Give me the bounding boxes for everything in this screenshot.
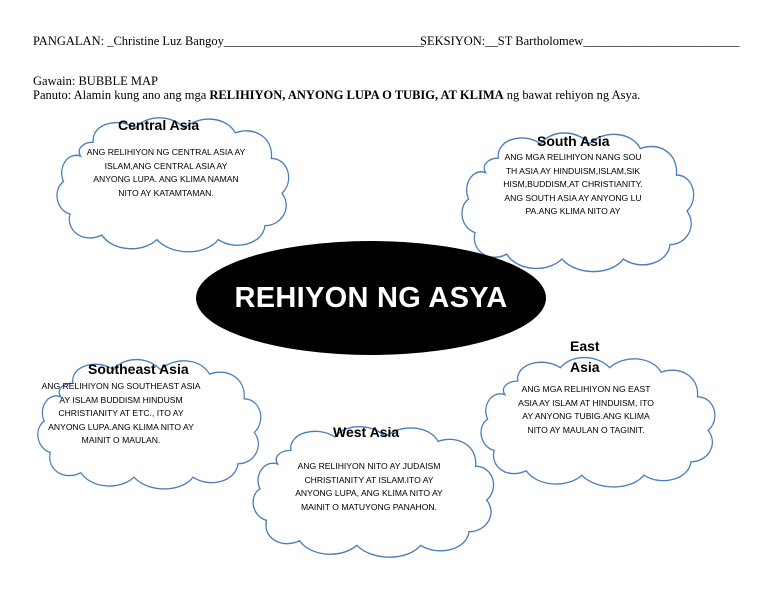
task-label: Gawain: BUBBLE MAP xyxy=(33,74,158,88)
instructions-suffix: ng bawat rehiyon ng Asya. xyxy=(503,88,641,102)
south-asia-text: ANG MGA RELIHIYON NANG SOUTH ASIA AY HINDUISM,ISLAM,SIKHISM,BUDDISM,AT CHRISTIANITY.ANG SOUTH ASIA AY ANYONG LUPA.ANG KLIMA NITO AY xyxy=(503,152,643,216)
central-asia-text: ANG RELIHIYON NG CENTRAL ASIA AY ISLAM,ANG CENTRAL ASIA AY ANYONG LUPA. ANG KLIMA NAMAN NITO AY KATAMTAMAN. xyxy=(86,147,246,198)
west-asia-text: ANG RELIHIYON NITO AY JUDAISM CHRISTIANITY AT ISLAM.ITO AY ANYONG LUPA, ANG KLIMA NITO AY MAINIT O MATUYONG PANAHON. xyxy=(295,461,443,512)
central-asia-title: Central Asia xyxy=(118,117,200,133)
west-asia-title: West Asia xyxy=(333,424,400,440)
east-asia-title-line1: East xyxy=(570,338,600,354)
southeast-asia-title: Southeast Asia xyxy=(88,361,189,377)
east-asia-text: ANG MGA RELIHIYON NG EAST ASIA AY ISLAM AT HINDUISM, ITO AY ANYONG TUBIG.ANG KLIMA NITO AY MAULAN O TAGINIT. xyxy=(518,384,654,435)
instructions-prefix: Panuto: Alamin kung ano ang mga xyxy=(33,88,210,102)
instructions-bold: RELIHIYON, ANYONG LUPA O TUBIG, AT KLIMA xyxy=(209,88,504,102)
south-asia-title: South Asia xyxy=(537,133,610,149)
name-field: PANGALAN: _Christine Luz Bangoy________________________________ xyxy=(33,34,424,48)
southeast-asia-text: ANG RELIHIYON NG SOUTHEAST ASIA AY ISLAM BUDDISM HINDUSM CHRISTIANITY AT ETC., ITO AY ANYONG LUPA.ANG KLIMA NITO AY MAINIT O MAULAN. xyxy=(41,381,201,445)
east-asia-title-line2: Asia xyxy=(570,359,600,375)
center-title: REHIYON NG ASYA xyxy=(234,281,508,314)
section-field: SEKSIYON:__ST Bartholomew_________________________ xyxy=(420,34,740,48)
